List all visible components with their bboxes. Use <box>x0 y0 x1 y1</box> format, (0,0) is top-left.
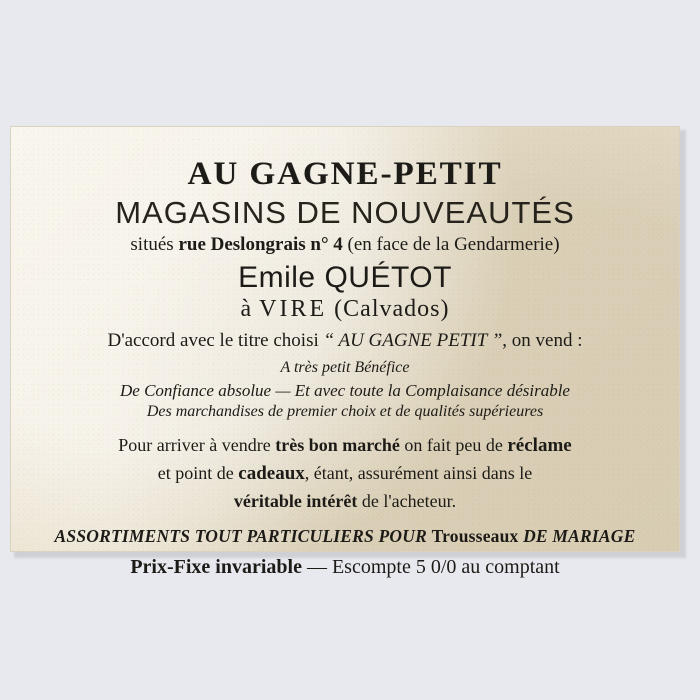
city-name: VIRE <box>259 295 328 322</box>
accord-quote: “ AU GAGNE PETIT ” <box>323 330 503 352</box>
confidence-line: De Confiance absolue — Et avec toute la Complaisance désirable <box>120 381 570 401</box>
merchandise-line: Des marchandises de premier choix et de qualités supérieures <box>146 403 544 421</box>
trade-card <box>10 126 680 579</box>
address-prefix: situés <box>130 233 179 255</box>
department-name: (Calvados) <box>334 295 450 322</box>
benefit-line: A très petit Bénéfice <box>280 358 410 376</box>
accord-prefix: D'accord avec le titre choisi <box>107 330 324 352</box>
para-1a: Pour arriver à vendre <box>118 435 276 456</box>
para-1d: réclame <box>507 435 572 457</box>
accord-suffix: , on vend : <box>502 330 583 352</box>
price-discount: — Escompte 5 0/0 au comptant <box>301 556 560 579</box>
assortments-line <box>35 526 655 547</box>
para-2b: cadeaux <box>238 463 305 485</box>
shop-subtitle: MAGASINS DE NOUVEAUTÉS <box>115 194 575 230</box>
assortments-prefix: ASSORTIMENTS TOUT PARTICULIERS POUR <box>54 526 432 547</box>
para-2c: , étant, assurément ainsi dans le <box>304 463 533 484</box>
city-prefix: à <box>240 295 260 322</box>
para-3a: véritable intérêt <box>233 490 358 511</box>
para-2a: et point de <box>157 463 239 484</box>
para-1c: on fait peu de <box>399 435 508 456</box>
assortments-keyword: Trousseaux <box>431 526 519 547</box>
merchant-name: Emile QUÉTOT <box>238 260 452 294</box>
assortments-suffix: DE MARIAGE <box>518 526 636 547</box>
shop-title: AU GAGNE-PETIT <box>187 156 503 192</box>
shop-address <box>35 234 655 256</box>
address-street: rue Deslongrais n° 4 <box>178 233 343 255</box>
address-suffix: (en face de la Gendarmerie) <box>342 233 560 255</box>
body-paragraph-line-1 <box>35 433 655 458</box>
body-paragraph-line-2 <box>35 461 655 486</box>
city-line <box>35 296 655 324</box>
card-content <box>11 127 679 579</box>
para-1b: très bon marché <box>275 435 400 456</box>
price-fixed: Prix-Fixe invariable <box>130 556 302 579</box>
price-terms-line <box>35 555 655 579</box>
accord-line <box>35 330 655 353</box>
para-3b: de l'acheteur. <box>357 490 457 511</box>
body-paragraph-line-3 <box>35 490 655 514</box>
